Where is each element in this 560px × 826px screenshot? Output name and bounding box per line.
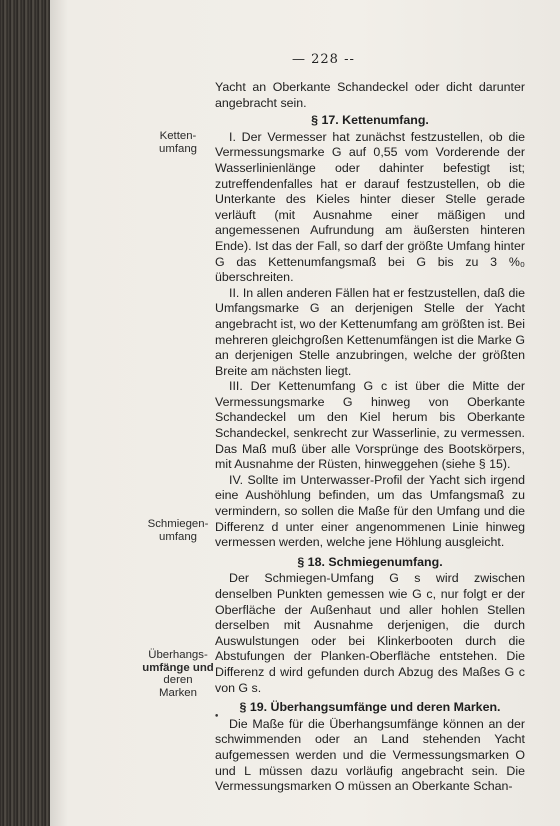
page-number: — 228 -- xyxy=(292,52,355,67)
margin-note-schmiegenumfang: Schmiegen- umfang xyxy=(147,518,209,543)
section-19-paragraph-1: Die Maße für die Überhangsumfänge können an der schwimmenden oder an Land stehenden Yacht aufgemessen werden und die Vermessungsmarken O und L müssen dazu vorläufig angebracht sein. Die Vermessungsmarken O müssen an Oberkante Schan- xyxy=(215,716,525,794)
book-spine xyxy=(0,0,55,826)
section-17-heading: § 17. Kettenumfang. xyxy=(311,113,429,128)
ink-speck: • xyxy=(214,712,220,722)
margin-note-ueberhangsumfaenge: Überhangs- umfänge und deren Marken xyxy=(142,649,214,699)
section-17-paragraph-4: IV. Sollte im Unterwasser-Profil der Yacht sich irgend eine Aushöhlung befinden, um das Umfangsmaß zu vermindern, so sollen die Maße für den Umfang und die Differenz d unter einer angenommenen Linie hinweg vermessen werden, welche jene Höhlung ausgleicht. xyxy=(215,472,525,550)
section-18-paragraph-1: Der Schmiegen-Umfang G s wird zwischen denselben Punkten gemessen wie G c, nur folgt er der Oberfläche der Außenhaut und aller hohlen Stellen derselben mit Ausnahme derjenigen, die durch Auswulstungen oder bei Klinkerbooten durch die Abstufungen der Planken-Oberfläche entstehen. Die Differenz d wird gefunden durch Abzug des Maßes G c von G s. xyxy=(215,571,525,695)
intro-paragraph: Yacht an Oberkante Schandeckel oder dicht darunter angebracht sein. xyxy=(215,80,525,110)
section-19-heading: § 19. Überhangsumfänge und deren Marken. xyxy=(239,700,501,715)
main-text-column xyxy=(215,80,525,795)
section-17-paragraph-2: II. In allen anderen Fällen hat er festzustellen, daß die Umfangsmarke G an derjenigen Stelle der Yacht angebracht ist, wo der Kettenumfang am größten ist. Bei mehreren gleichgroßen Kettenumfängen ist die Marke G an derjenigen Stelle anzubringen, welche der größten Breite am nächsten liegt. xyxy=(215,285,525,378)
section-17-paragraph-1: I. Der Vermesser hat zunächst festzustellen, ob die Vermessungsmarke G auf 0,55 vom Vorderende der Wasserlinienlänge oder dahinter befestigt ist; zutreffendenfalles hat er darauf festzustellen, ob die Unterkante des Kieles hinter dieser Stelle gerade verläuft (mit Ausnahme einer mäßigen und angemessenen Aufrundung am äußersten hinteren Ende). Ist das der Fall, so darf der größte Umfang hinter G das Kettenumfangsmaß bei G bis zu 3 %₀ überschreiten. xyxy=(215,129,525,285)
margin-note-kettenumfang: Ketten- umfang xyxy=(159,130,197,155)
section-17-paragraph-3: III. Der Kettenumfang G c ist über die Mitte der Vermessungsmarke G hinweg von Oberkante Schandeckel um den Kiel herum bis Oberkante Schandeckel, senkrecht zur Wasserlinie, zu vermessen. Das Maß muß über alle Vorsprünge des Bootskörpers, mit Ausnahme der Rüsten, hinweggehen (siehe § 15). xyxy=(215,379,525,472)
section-18-heading: § 18. Schmiegenumfang. xyxy=(297,554,443,569)
